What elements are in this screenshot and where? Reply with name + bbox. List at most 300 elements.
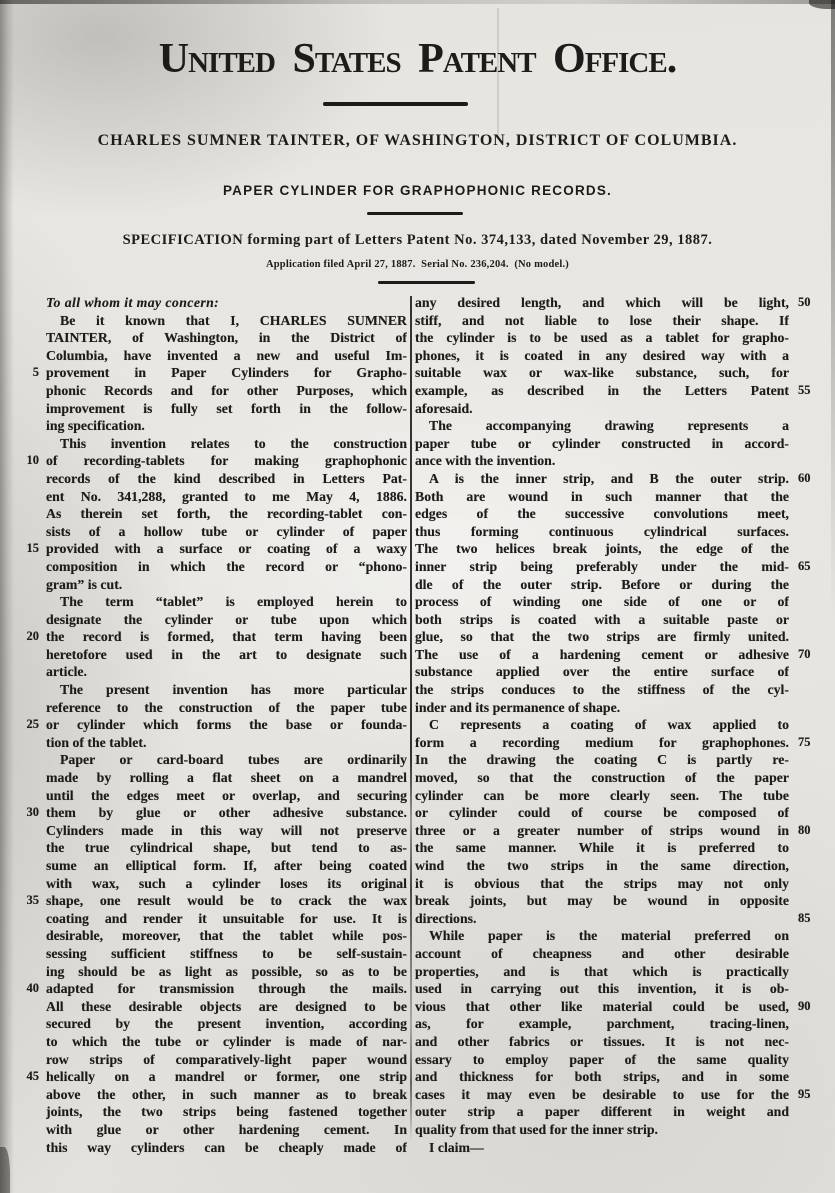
line-number: [789, 804, 829, 822]
line-text: any desired length, and which will be light,: [415, 295, 789, 310]
line-text: outer strip a paper different in weight and: [415, 1104, 789, 1120]
inventor-line: CHARLES SUMNER TAINTER, OF WASHINGTON, DISTRICT OF COLUMBIA.: [97, 132, 738, 149]
line-number: [789, 523, 829, 541]
body-text-line: [415, 699, 829, 717]
line-text: A is the inner strip, and B the outer strip.: [429, 470, 789, 486]
divider-under-application: [378, 281, 475, 284]
line-number: [789, 628, 829, 646]
line-number: [6, 294, 46, 312]
line-number: [6, 312, 46, 330]
line-text: provided with a surface or coating of a waxy: [46, 541, 407, 557]
line-text: I claim—: [429, 1139, 484, 1155]
line-text: directions.: [415, 910, 477, 926]
line-number: [789, 488, 829, 506]
line-number: [6, 663, 46, 681]
body-text-line: [6, 945, 407, 963]
line-text: phones, it is coated in any desired way with a: [415, 347, 789, 363]
body-text-line: [415, 558, 829, 576]
line-number: [6, 558, 46, 576]
line-number: [6, 576, 46, 594]
body-text-line: [415, 611, 829, 629]
line-number: [789, 1033, 829, 1051]
line-text: the strips conduces to the stiffness of the cyl-: [415, 682, 789, 698]
body-text-line: [415, 980, 829, 998]
body-text-line: [415, 822, 829, 840]
line-text: ance with the invention.: [415, 453, 556, 469]
line-number: [6, 593, 46, 611]
line-text: example, as described in the Letters Patent: [415, 382, 789, 398]
line-number: [789, 875, 829, 893]
line-text: thus forming continuous cylindrical surfaces.: [415, 523, 789, 539]
line-text: This invention relates to the construction: [60, 435, 407, 451]
line-text: and thickness for both strips, and in some: [415, 1069, 789, 1085]
body-text-line: [6, 435, 407, 453]
body-text-line: [415, 347, 829, 365]
line-text: As therein set forth, the recording-tablet con-: [46, 506, 407, 522]
line-text: The use of a hardening cement or adhesive: [415, 646, 789, 662]
body-text-line: [415, 646, 829, 664]
line-number: [6, 329, 46, 347]
body-text-line: [6, 839, 407, 857]
line-number: [789, 1068, 829, 1086]
body-text-line: [415, 1068, 829, 1086]
line-number: [789, 716, 829, 734]
column-divider: [410, 296, 412, 1142]
line-number: [6, 945, 46, 963]
line-text: account of cheapness and other desirable: [415, 945, 789, 961]
body-text-line: [6, 540, 407, 558]
body-text-line: [6, 611, 407, 629]
line-number: [6, 1103, 46, 1121]
body-text-line: [6, 787, 407, 805]
line-text: article.: [46, 664, 87, 680]
body-text-line: [6, 488, 407, 506]
line-number: [789, 505, 829, 523]
line-number: 20: [26, 629, 39, 644]
line-number: [6, 417, 46, 435]
body-text-line: [415, 787, 829, 805]
line-number: [789, 769, 829, 787]
body-text-line: [415, 1103, 829, 1121]
body-text-line: [6, 980, 407, 998]
line-text: quality from that used for the inner strip.: [415, 1121, 658, 1137]
line-number: [6, 1015, 46, 1033]
body-text-line: [6, 927, 407, 945]
line-text: essary to employ paper of the same quality: [415, 1051, 789, 1067]
line-number: [6, 769, 46, 787]
invention-title: PAPER CYLINDER FOR GRAPHOPHONIC RECORDS.: [222, 183, 613, 198]
line-number: [789, 1051, 829, 1069]
line-text: stiff, and not liable to lose their shape. If: [415, 312, 789, 328]
body-text-line: [415, 452, 829, 470]
line-number: [789, 1103, 829, 1121]
line-text: sists of a hollow tube or cylinder of paper: [46, 523, 407, 539]
line-text: the cylinder is to be used as a tablet for grapho-: [415, 330, 789, 346]
line-number: 50: [798, 295, 811, 309]
line-number: 65: [798, 558, 811, 573]
line-number: [6, 787, 46, 805]
body-text-line: [6, 663, 407, 681]
body-text-line: [415, 1015, 829, 1033]
body-text-line: [6, 329, 407, 347]
line-text: as, for example, parchment, tracing-linen,: [415, 1016, 789, 1032]
line-text: vious that other like material could be used,: [415, 998, 789, 1014]
line-text: inder and its permanence of shape.: [415, 699, 621, 715]
line-text: this way cylinders can be cheaply made of: [46, 1139, 407, 1155]
line-text: records of the kind described in Letters Pat-: [46, 470, 407, 486]
line-number: 35: [26, 893, 39, 908]
line-text: secured by the present invention, according: [46, 1016, 407, 1032]
body-text-line: [415, 470, 829, 488]
line-number: [6, 1033, 46, 1051]
line-number: [789, 1121, 829, 1139]
body-text-line: [415, 910, 829, 928]
body-text-line: [6, 347, 407, 365]
line-text: To all whom it may concern:: [46, 295, 220, 310]
body-text-line: [6, 505, 407, 523]
line-text: sume an elliptical form. If, after being coated: [46, 858, 407, 873]
body-columns: [6, 294, 829, 1156]
line-text: and other fabrics or tissues. It is not nec-: [415, 1033, 789, 1049]
line-text: aforesaid.: [415, 400, 473, 416]
line-text: Columbia, have invented a new and useful Im-: [46, 347, 407, 363]
line-text: Be it known that I, CHARLES SUMNER: [60, 312, 407, 328]
line-text: ent No. 341,288, granted to me May 4, 1886.: [46, 488, 407, 504]
line-text: row strips of comparatively-light paper wound: [46, 1051, 407, 1067]
body-text-line: [415, 1033, 829, 1051]
body-text-line: [415, 875, 829, 893]
body-text-line: [6, 558, 407, 576]
body-text-line: [6, 452, 407, 470]
body-text-line: [415, 892, 829, 910]
line-number: [6, 699, 46, 717]
line-number: [789, 1015, 829, 1033]
specification-line: SPECIFICATION forming part of Letters Patent No. 374,133, dated November 29, 1887.: [122, 232, 713, 248]
line-text: properties, and is that which is practically: [415, 963, 789, 979]
body-text-line: [6, 1051, 407, 1069]
line-text: made by rolling a flat sheet on a mandrel: [46, 770, 407, 786]
line-number: [6, 523, 46, 541]
line-text: reference to the construction of the paper tube: [46, 699, 407, 715]
line-number: 10: [26, 453, 39, 468]
body-text-line: [415, 1139, 829, 1157]
body-text-line: [415, 435, 829, 453]
line-text: desirable, moreover, that the tablet while pos-: [46, 928, 407, 944]
line-text: TAINTER, of Washington, in the District of: [46, 330, 407, 346]
line-text: with glue or other hardening cement. In: [46, 1121, 407, 1137]
line-number: 60: [798, 470, 811, 485]
body-text-line: [415, 417, 829, 435]
line-text: suitable wax or wax-like substance, such, for: [415, 365, 789, 381]
line-number: [789, 576, 829, 594]
body-text-line: [415, 1051, 829, 1069]
line-number: 40: [26, 981, 39, 996]
body-text-line: [6, 716, 407, 734]
line-text: moved, so that the construction of the paper: [415, 770, 789, 786]
line-number: [789, 980, 829, 998]
line-number: [6, 435, 46, 453]
body-text-line: [6, 646, 407, 664]
body-text-line: [6, 294, 407, 312]
line-number: [789, 364, 829, 382]
line-number: 80: [798, 822, 811, 837]
body-text-line: [6, 312, 407, 330]
body-text-line: [6, 681, 407, 699]
line-number: [6, 822, 46, 840]
line-text: or cylinder which forms the base or founda-: [46, 717, 407, 733]
line-number: [789, 927, 829, 945]
body-text-line: [415, 294, 829, 312]
line-text: until the edges meet or overlap, and securing: [46, 787, 407, 803]
line-number: [789, 751, 829, 769]
column-right: [415, 294, 829, 1156]
line-number: [789, 347, 829, 365]
line-text: C represents a coating of wax applied to: [429, 717, 789, 733]
line-number: 75: [798, 734, 811, 749]
body-text-line: [6, 875, 407, 893]
body-text-line: [6, 1086, 407, 1104]
line-number: [789, 945, 829, 963]
line-text: cylinder can be more clearly seen. The tube: [415, 787, 789, 803]
scan-edge-right: [831, 0, 835, 620]
line-number: 70: [798, 646, 811, 661]
body-text-line: [415, 540, 829, 558]
page-title: United States Patent Office.: [158, 36, 677, 82]
body-text-line: [415, 663, 829, 681]
line-number: [6, 998, 46, 1016]
line-text: joints, the two strips being fastened together: [46, 1104, 407, 1120]
body-text-line: [415, 681, 829, 699]
body-text-line: [6, 593, 407, 611]
line-number: [6, 751, 46, 769]
line-text: dle of the outer strip. Before or during the: [415, 576, 789, 592]
line-text: substance applied over the entire surface of: [415, 664, 789, 680]
line-text: the same manner. While it is preferred to: [415, 840, 789, 856]
line-number: [6, 681, 46, 699]
line-number: 45: [26, 1069, 39, 1084]
line-text: sessing sufficient stiffness to be self-sustain-: [46, 945, 407, 961]
line-number: [789, 681, 829, 699]
line-text: In the drawing the coating C is partly re-: [415, 752, 789, 768]
scan-smudge-top-right: [809, 0, 835, 9]
line-text: The term “tablet” is employed herein to: [60, 594, 407, 610]
body-text-line: [6, 576, 407, 594]
line-number: [789, 663, 829, 681]
line-number: [6, 382, 46, 400]
line-number: [789, 417, 829, 435]
line-number: [6, 875, 46, 893]
body-text-line: [6, 382, 407, 400]
body-text-line: [415, 628, 829, 646]
line-number: [789, 699, 829, 717]
line-number: [6, 488, 46, 506]
body-text-line: [415, 364, 829, 382]
line-text: form a recording medium for graphophones.: [415, 734, 789, 750]
line-text: The accompanying drawing represents a: [429, 418, 789, 434]
line-text: with wax, such a cylinder loses its original: [46, 875, 407, 891]
body-text-line: [6, 364, 407, 382]
body-text-line: [415, 312, 829, 330]
line-number: [6, 400, 46, 418]
line-number: [6, 963, 46, 981]
line-text: inner strip being preferably under the mid-: [415, 558, 789, 574]
line-text: paper tube or cylinder constructed in accord-: [415, 435, 789, 451]
body-text-line: [415, 523, 829, 541]
body-text-line: [6, 1121, 407, 1139]
body-text-line: [6, 470, 407, 488]
line-text: coating and render it unsuitable for use. It is: [46, 910, 407, 926]
body-text-line: [415, 716, 829, 734]
body-text-line: [6, 998, 407, 1016]
body-text-line: [415, 382, 829, 400]
body-text-line: [6, 734, 407, 752]
line-text: the record is formed, that term having been: [46, 629, 407, 645]
line-number: [789, 312, 829, 330]
line-text: ing should be as light as possible, so as to be: [46, 963, 407, 979]
line-text: composition in which the record or “phono-: [46, 558, 407, 574]
line-number: [6, 1051, 46, 1069]
divider-under-invention-title: [367, 212, 463, 215]
line-number: [789, 857, 829, 875]
body-text-line: [415, 488, 829, 506]
body-text-line: [415, 839, 829, 857]
line-text: While paper is the material preferred on: [429, 928, 789, 944]
line-number: [6, 646, 46, 664]
line-text: Both are wound in such manner that the: [415, 488, 789, 504]
body-text-line: [415, 505, 829, 523]
body-text-line: [6, 1103, 407, 1121]
body-text-line: [6, 751, 407, 769]
line-text: ing specification.: [46, 418, 145, 434]
line-text: glue, so that the two strips are firmly united.: [415, 629, 789, 645]
line-number: [6, 839, 46, 857]
line-number: [789, 452, 829, 470]
line-number: 25: [26, 717, 39, 732]
body-text-line: [6, 628, 407, 646]
line-number: [789, 787, 829, 805]
body-text-line: [6, 1139, 407, 1157]
body-text-line: [415, 1121, 829, 1139]
body-text-line: [415, 734, 829, 752]
line-number: [789, 435, 829, 453]
body-text-line: [415, 1086, 829, 1104]
line-text: of recording-tablets for making graphophonic: [46, 453, 407, 469]
line-number: [789, 593, 829, 611]
line-text: gram” is cut.: [46, 576, 123, 592]
line-number: 30: [26, 805, 39, 820]
line-text: wind the two strips in the same direction,: [415, 858, 789, 873]
line-number: [6, 1139, 46, 1157]
column-left: [6, 294, 407, 1156]
line-text: three or a greater number of strips wound in: [415, 822, 789, 838]
line-number: [789, 540, 829, 558]
line-number: [6, 347, 46, 365]
body-text-line: [6, 1015, 407, 1033]
body-text-line: [415, 804, 829, 822]
line-text: to which the tube or cylinder is made of nar-: [46, 1033, 407, 1049]
line-text: the true cylindrical shape, but tend to as-: [46, 840, 407, 856]
line-text: cases it may even be desirable to use for the: [415, 1086, 789, 1102]
body-text-line: [415, 576, 829, 594]
body-text-line: [6, 910, 407, 928]
line-number: [6, 1086, 46, 1104]
line-text: shape, one result would be to crack the wax: [46, 893, 407, 909]
body-text-line: [415, 769, 829, 787]
line-text: them by glue or other adhesive substance.: [46, 805, 407, 821]
body-text-line: [415, 963, 829, 981]
line-number: [789, 839, 829, 857]
line-text: The two helices break joints, the edge of the: [415, 541, 789, 557]
line-text: designate the cylinder or tube upon which: [46, 611, 407, 627]
body-text-line: [6, 857, 407, 875]
line-number: 95: [798, 1086, 811, 1101]
line-text: improvement is fully set forth in the follow-: [46, 400, 407, 416]
line-number: 15: [26, 541, 39, 556]
line-number: [6, 1121, 46, 1139]
body-text-line: [415, 593, 829, 611]
line-text: process of winding one side of one or of: [415, 594, 789, 610]
line-text: tion of the tablet.: [46, 734, 147, 750]
line-number: [6, 505, 46, 523]
line-text: The present invention has more particular: [60, 682, 407, 698]
body-text-line: [6, 417, 407, 435]
line-text: edges of the successive convolutions meet,: [415, 506, 789, 522]
body-text-line: [6, 892, 407, 910]
body-text-line: [6, 400, 407, 418]
line-text: above the other, in such manner as to break: [46, 1086, 407, 1102]
line-number: [6, 611, 46, 629]
line-text: used in carrying out this invention, it is ob-: [415, 981, 789, 997]
body-text-line: [6, 822, 407, 840]
line-number: 85: [798, 910, 811, 925]
body-text-line: [415, 945, 829, 963]
line-text: provement in Paper Cylinders for Grapho-: [46, 365, 407, 381]
line-number: [789, 329, 829, 347]
body-text-line: [6, 699, 407, 717]
body-text-line: [6, 804, 407, 822]
body-text-line: [415, 400, 829, 418]
body-text-line: [415, 857, 829, 875]
line-text: helically on a mandrel or former, one strip: [46, 1069, 407, 1085]
line-number: [6, 927, 46, 945]
body-text-line: [6, 523, 407, 541]
line-number: [789, 892, 829, 910]
line-number: 5: [32, 365, 39, 380]
body-text-line: [415, 329, 829, 347]
line-text: adapted for transmission through the mails.: [46, 981, 407, 997]
line-text: break joints, but may be wound in opposite: [415, 893, 789, 909]
line-text: Cylinders made in this way will not preserve: [46, 822, 407, 838]
body-text-line: [6, 963, 407, 981]
line-text: or cylinder could of course be composed of: [415, 805, 789, 821]
line-text: it is obvious that the strips may not only: [415, 875, 789, 891]
line-text: All these desirable objects are designed to be: [46, 998, 407, 1014]
line-number: [789, 1139, 829, 1157]
body-text-line: [415, 927, 829, 945]
line-number: 55: [798, 382, 811, 397]
line-number: [789, 611, 829, 629]
line-number: [6, 857, 46, 875]
body-text-line: [415, 751, 829, 769]
line-text: both strips is coated with a suitable paste or: [415, 611, 789, 627]
application-line: Application filed April 27, 1887. Serial No. 236,204. (No model.): [265, 259, 570, 270]
scan-edge-top: [0, 0, 835, 4]
line-number: [789, 400, 829, 418]
body-text-line: [6, 769, 407, 787]
line-number: [6, 910, 46, 928]
line-number: [6, 734, 46, 752]
body-text-line: [6, 1068, 407, 1086]
